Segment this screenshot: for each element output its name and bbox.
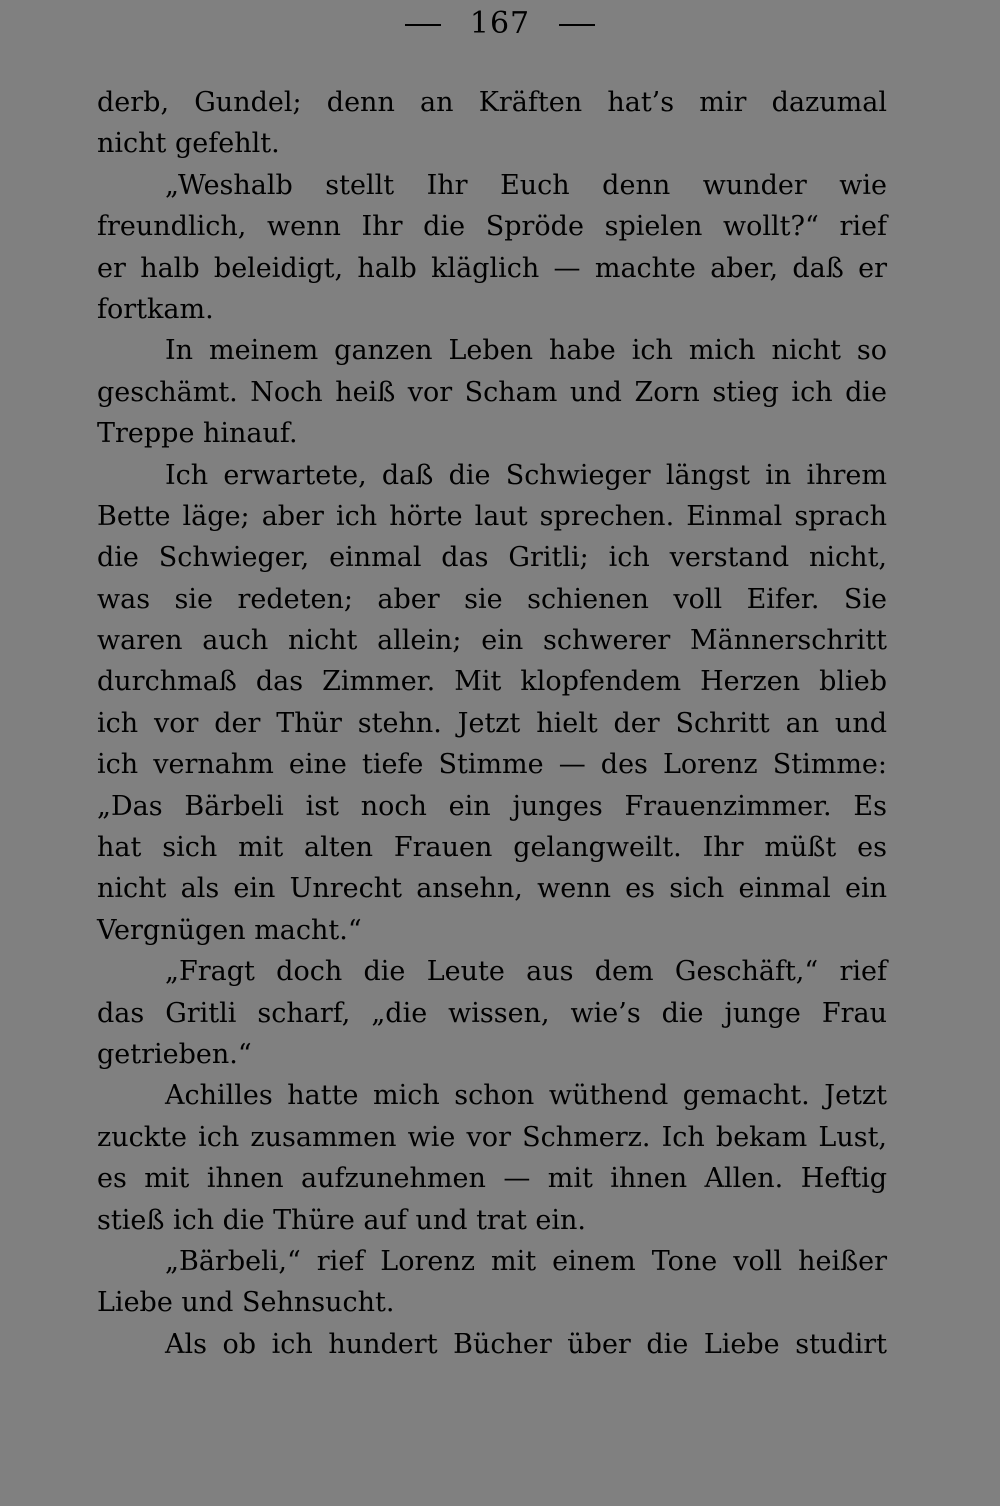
text-line: durchmaß das Zimmer. Mit klopfendem Herzen blieb — [97, 666, 887, 698]
text-line: geschämt. Noch heiß vor Scham und Zorn stieg ich die — [97, 376, 887, 408]
text-line: Treppe hinauf. — [97, 418, 298, 450]
header-dash-right — [559, 24, 595, 26]
text-line: zuckte ich zusammen wie vor Schmerz. Ich bekam Lust, — [97, 1121, 887, 1153]
text-line: getrieben.“ — [97, 1038, 252, 1070]
text-line: fortkam. — [97, 293, 214, 325]
text-line: waren auch nicht allein; ein schwerer Männerschritt — [97, 625, 887, 657]
text-line: Achilles hatte mich schon wüthend gemacht. Jetzt — [165, 1080, 887, 1112]
text-line: nicht als ein Unrecht ansehn, wenn es sich einmal ein — [97, 873, 887, 905]
page-header — [0, 4, 1000, 44]
text-line: ich vernahm eine tiefe Stimme — des Lorenz Stimme: — [97, 749, 887, 781]
text-line: hat sich mit alten Frauen gelangweilt. Ihr müßt es — [97, 832, 887, 864]
body-text — [97, 82, 887, 1365]
page-number: 167 — [469, 6, 531, 41]
text-line: was sie redeten; aber sie schienen voll Eifer. Sie — [97, 583, 887, 615]
text-line: Liebe und Sehnsucht. — [97, 1287, 395, 1319]
text-line: nicht gefehlt. — [97, 128, 280, 160]
text-line: In meinem ganzen Leben habe ich mich nicht so — [165, 335, 887, 367]
header-dash-left — [405, 24, 441, 26]
text-line: derb, Gundel; denn an Kräften hat’s mir dazumal — [97, 87, 887, 118]
text-line: Bette läge; aber ich hörte laut sprechen. Einmal sprach — [97, 500, 887, 532]
text-line: Vergnügen macht.“ — [97, 914, 362, 946]
text-line: „Fragt doch die Leute aus dem Geschäft,“ rief — [165, 956, 887, 988]
text-line: stieß ich die Thüre auf und trat ein. — [97, 1204, 586, 1236]
text-line: die Schwieger, einmal das Gritli; ich verstand nicht, — [97, 542, 887, 574]
text-line: er halb beleidigt, halb kläglich — machte aber, daß er — [97, 252, 887, 284]
text-line: ich vor der Thür stehn. Jetzt hielt der Schritt an und — [97, 707, 887, 739]
text-line: freundlich, wenn Ihr die Spröde spielen wollt?“ rief — [97, 211, 887, 243]
text-line: „Bärbeli,“ rief Lorenz mit einem Tone voll heißer — [165, 1245, 887, 1277]
text-line: das Gritli scharf, „die wissen, wie’s die junge Frau — [97, 997, 887, 1029]
text-line: es mit ihnen aufzunehmen — mit ihnen Allen. Heftig — [97, 1163, 887, 1195]
text-line: „Weshalb stellt Ihr Euch denn wunder wie — [165, 169, 887, 201]
text-line: „Das Bärbeli ist noch ein junges Frauenzimmer. Es — [97, 790, 887, 822]
text-line: Als ob ich hundert Bücher über die Liebe studirt — [165, 1328, 887, 1360]
text-line: Ich erwartete, daß die Schwieger längst in ihrem — [165, 459, 887, 491]
